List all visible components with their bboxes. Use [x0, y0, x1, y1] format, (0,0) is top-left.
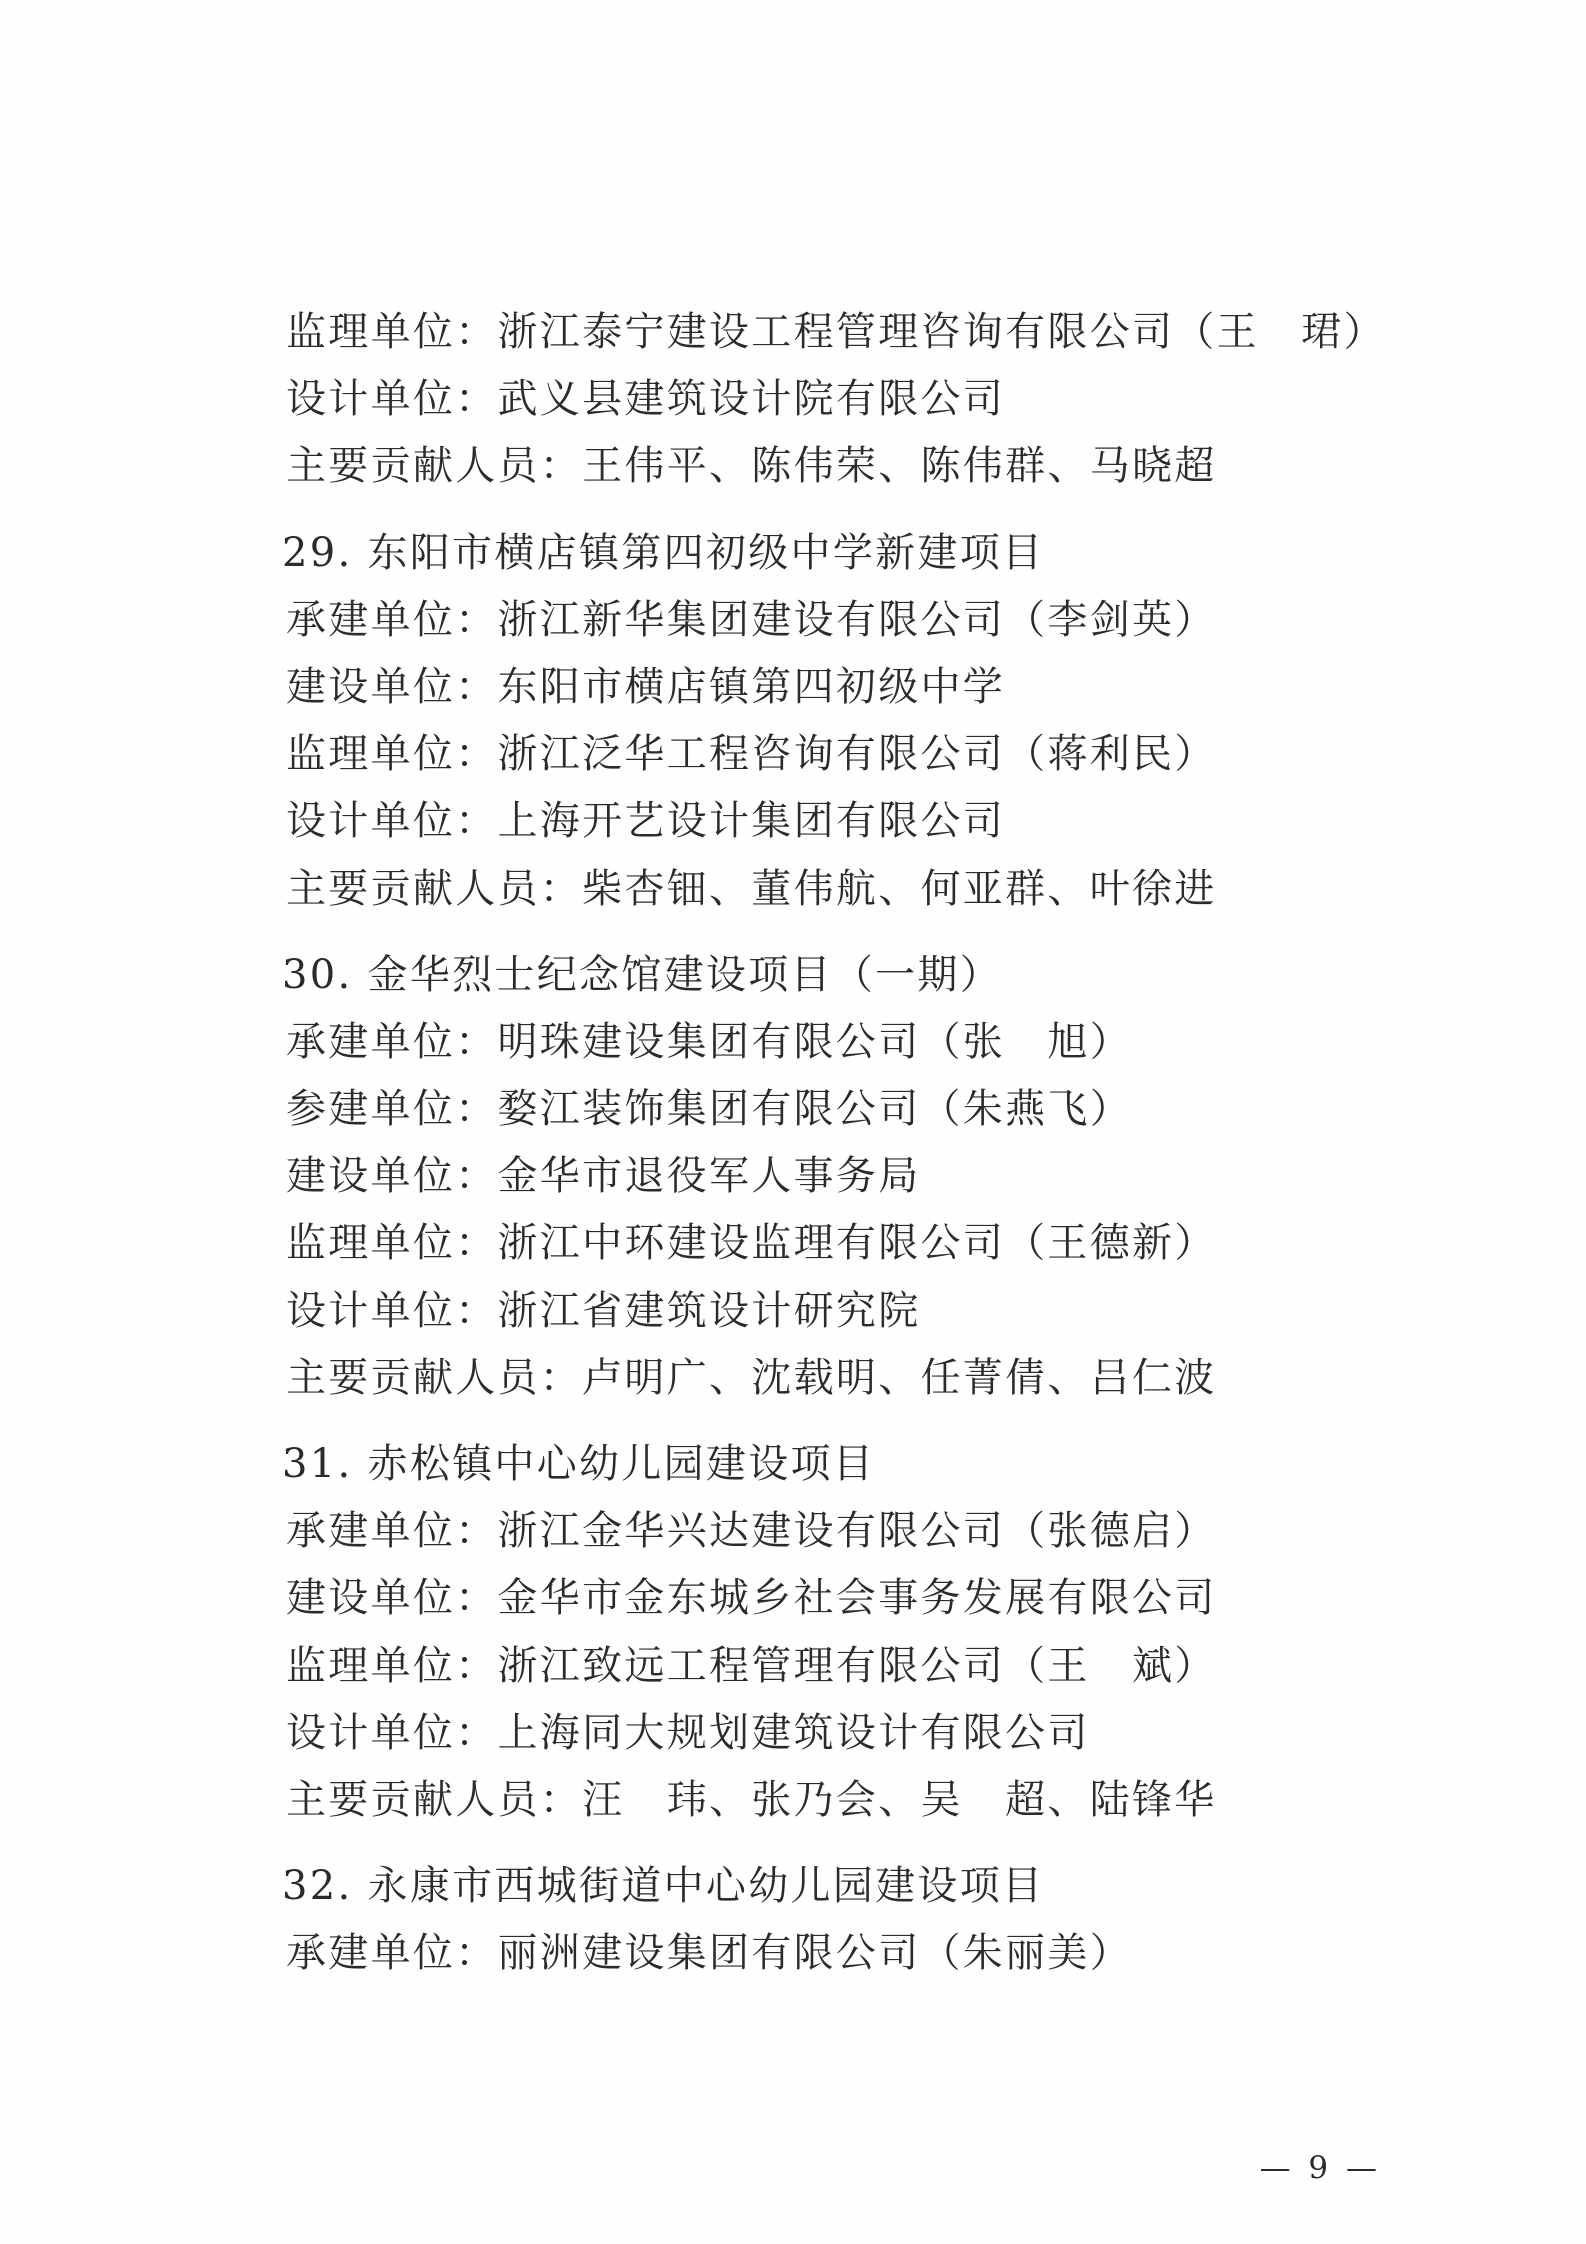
entry-value: 上海开艺设计集团有限公司 [497, 798, 1006, 845]
entry-line [286, 1076, 1486, 1143]
entry-label: 监理单位： [286, 1642, 498, 1689]
document-body [282, 299, 1486, 1988]
entry-line [286, 721, 1486, 788]
entry-line [286, 433, 1486, 500]
entry-label: 主要贡献人员： [286, 443, 583, 490]
entry-label: 参建单位： [286, 1086, 498, 1133]
entry-label: 主要贡献人员： [286, 1354, 583, 1401]
entry-label: 监理单位： [286, 731, 498, 778]
entry-value: 浙江省建筑设计研究院 [497, 1287, 921, 1334]
entry-line [286, 1143, 1486, 1210]
entry-value: 柴杏钿、董伟航、何亚群、叶徐进 [582, 865, 1217, 912]
entry-value: 浙江金华兴达建设有限公司（张德启） [497, 1508, 1217, 1555]
entry-label: 设计单位： [286, 1287, 498, 1334]
entry-value: 金华市退役军人事务局 [497, 1153, 921, 1200]
entry-label: 承建单位： [286, 596, 498, 643]
entry-line [286, 299, 1486, 366]
entry-label: 承建单位： [286, 1508, 498, 1555]
entry-label: 主要贡献人员： [286, 865, 583, 912]
entry-line [286, 1345, 1486, 1412]
entry-value: 丽洲建设集团有限公司（朱丽美） [497, 1930, 1132, 1977]
entry-label: 建设单位： [286, 1153, 498, 1200]
entry-line [286, 856, 1486, 923]
entry-line [286, 1009, 1486, 1076]
entry-label: 设计单位： [286, 798, 498, 845]
entry-line [286, 1767, 1486, 1834]
entry-value: 武义县建筑设计院有限公司 [497, 376, 1006, 423]
entry-label: 建设单位： [286, 1575, 498, 1622]
entry-line [286, 1498, 1486, 1565]
entry-value: 浙江泰宁建设工程管理咨询有限公司（王 珺） [497, 309, 1386, 355]
entry-label: 设计单位： [286, 376, 498, 423]
entry-line [286, 1920, 1486, 1987]
entry-value: 婺江装饰集团有限公司（朱燕飞） [497, 1086, 1132, 1133]
entry-value: 东阳市横店镇第四初级中学 [497, 663, 1006, 710]
entry-value: 浙江新华集团建设有限公司（李剑英） [497, 596, 1217, 643]
entry-line [286, 587, 1486, 654]
entry-value: 浙江泛华工程咨询有限公司（蒋利民） [497, 731, 1217, 778]
entry-line [286, 788, 1486, 855]
entry-line [286, 1633, 1486, 1700]
project-title: 31. 赤松镇中心幼儿园建设项目 [282, 1441, 876, 1487]
entry-value: 金华市金东城乡社会事务发展有限公司 [497, 1575, 1217, 1622]
entry-label: 监理单位： [286, 1220, 498, 1267]
entry-line [286, 1210, 1486, 1277]
entry-label: 监理单位： [286, 309, 498, 355]
entry-label: 承建单位： [286, 1018, 498, 1065]
entry-line [286, 366, 1486, 433]
entry-value: 王伟平、陈伟荣、陈伟群、马晓超 [582, 443, 1217, 490]
project-title: 30. 金华烈士纪念馆建设项目（一期） [282, 951, 1003, 998]
entry-value: 浙江中环建设监理有限公司（王德新） [497, 1220, 1217, 1267]
entry-line [286, 1700, 1486, 1767]
entry-label: 承建单位： [286, 1930, 498, 1977]
entry-label: 设计单位： [286, 1709, 498, 1756]
entry-value: 明珠建设集团有限公司（张 旭） [497, 1018, 1132, 1065]
entry-line [286, 1565, 1486, 1632]
entry-line [286, 1278, 1486, 1345]
entry-line [286, 654, 1486, 721]
entry-value: 上海同大规划建筑设计有限公司 [497, 1709, 1090, 1756]
project-title: 32. 永康市西城街道中心幼儿园建设项目 [282, 1863, 1045, 1910]
project-title: 29. 东阳市横店镇第四初级中学新建项目 [282, 529, 1045, 576]
entry-value: 汪 玮、张乃会、吴 超、陆锋华 [582, 1776, 1217, 1823]
entry-label: 主要贡献人员： [286, 1776, 583, 1823]
entry-value: 浙江致远工程管理有限公司（王 斌） [497, 1642, 1217, 1689]
page-number: — 9 — [1259, 2150, 1381, 2186]
entry-label: 建设单位： [286, 663, 498, 710]
entry-value: 卢明广、沈载明、任菁倩、吕仁波 [582, 1354, 1217, 1401]
